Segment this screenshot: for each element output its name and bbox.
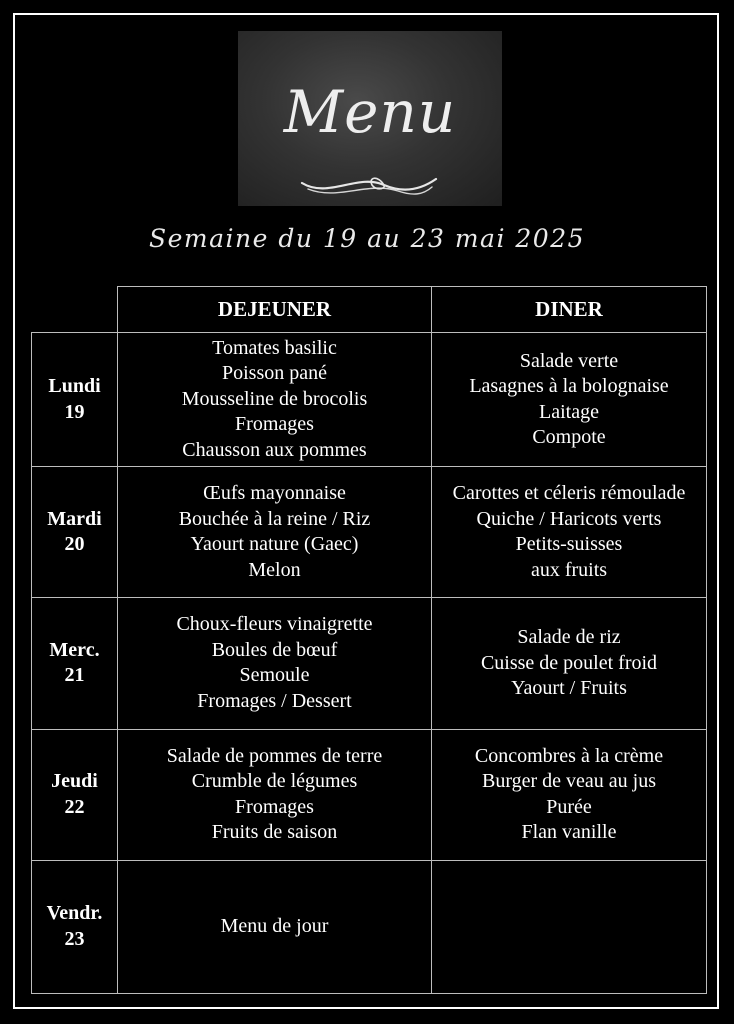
dish-item: Yaourt / Fruits (511, 677, 627, 700)
dish-item: Melon (248, 558, 301, 581)
table-row (32, 860, 707, 993)
day-name: Mardi (47, 507, 102, 530)
lunch-cell (118, 729, 432, 860)
dish-item: Compote (532, 426, 606, 449)
dish-item: Fromages / Dessert (197, 689, 352, 712)
dish-item: Fromages (235, 795, 314, 818)
day-name: Jeudi (51, 770, 98, 793)
dish-item: Menu de jour (220, 915, 329, 938)
dish-item: Petits-suisses (515, 533, 623, 556)
table-row (32, 729, 707, 860)
menu-body (32, 333, 707, 994)
dish-item: Boules de bœuf (211, 638, 338, 661)
dish-item: Carottes et céleris rémoulade (452, 482, 686, 505)
dish-item: Lasagnes à la bolognaise (469, 375, 669, 398)
flourish-icon (298, 169, 442, 203)
dinner-cell (432, 729, 707, 860)
day-cell (32, 860, 118, 993)
dish-item: Cuisse de poulet froid (480, 651, 658, 674)
lunch-cell (118, 467, 432, 598)
day-cell (32, 729, 118, 860)
day-cell (32, 333, 118, 467)
dish-item: Crumble de légumes (191, 770, 358, 793)
dish-item: Flan vanille (521, 821, 617, 844)
day-cell (32, 467, 118, 598)
dish-item: Fruits de saison (211, 821, 338, 844)
week-heading: Semaine du 19 au 23 mai 2025 (148, 224, 586, 253)
dish-item: Salade de pommes de terre (166, 744, 383, 767)
dish-item: Choux-fleurs vinaigrette (176, 613, 373, 636)
day-date: 22 (64, 795, 85, 818)
dish-item: Salade de riz (517, 626, 621, 649)
dish-item: Poisson pané (222, 362, 327, 385)
menu-chalkboard-logo (238, 31, 502, 206)
menu-table (31, 286, 707, 994)
dinner-cell (432, 860, 707, 993)
day-name: Vendr. (46, 902, 103, 925)
dish-item: Burger de veau au jus (481, 770, 657, 793)
dish-item: Purée (546, 795, 592, 818)
table-header-row (32, 287, 707, 333)
table-row (32, 598, 707, 729)
dish-item: Laitage (539, 400, 599, 423)
day-name: Merc. (49, 638, 100, 661)
table-row (32, 467, 707, 598)
lunch-cell (118, 333, 432, 467)
lunch-cell (118, 598, 432, 729)
dish-item: Concombres à la crème (474, 744, 664, 767)
lunch-cell (118, 860, 432, 993)
dish-item: Bouchée à la reine / Riz (178, 507, 371, 530)
day-date: 20 (64, 533, 85, 556)
dish-item: Chausson aux pommes (182, 438, 367, 461)
dish-item: Salade verte (519, 349, 619, 372)
dish-item: Œufs mayonnaise (203, 482, 346, 505)
dish-item: aux fruits (530, 558, 608, 581)
dinner-cell (432, 598, 707, 729)
day-date: 23 (64, 927, 85, 950)
dish-item: Quiche / Haricots verts (476, 507, 662, 530)
dish-item: Fromages (235, 413, 314, 436)
dinner-cell (432, 333, 707, 467)
table-row (32, 333, 707, 467)
column-header-dinner: DINER (432, 287, 707, 333)
day-cell (32, 598, 118, 729)
dish-item: Tomates basilic (212, 336, 337, 359)
day-name: Lundi (48, 375, 101, 398)
dish-item: Mousseline de brocolis (181, 387, 368, 410)
dinner-cell (432, 467, 707, 598)
dish-item: Yaourt nature (Gaec) (190, 533, 359, 556)
dish-item: Semoule (239, 664, 310, 687)
corner-cell (32, 287, 118, 333)
day-date: 21 (64, 664, 85, 687)
day-date: 19 (64, 400, 85, 423)
column-header-lunch: DEJEUNER (118, 287, 432, 333)
menu-title: Menu (283, 78, 457, 146)
